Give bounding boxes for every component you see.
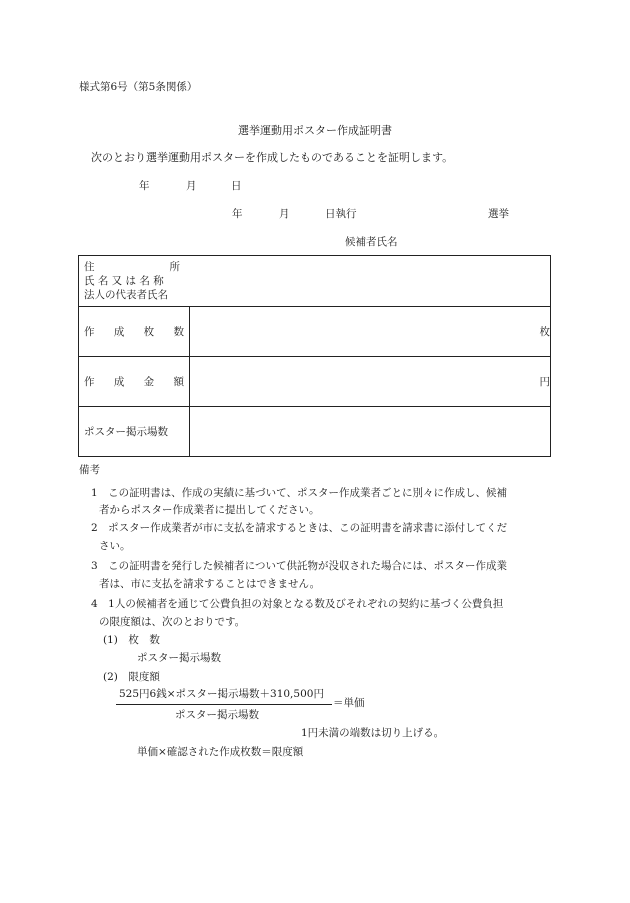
sub-item-2-label: (2) 限度額 [103, 671, 160, 683]
quantity-value-cell[interactable] [190, 307, 551, 357]
quantity-unit: 枚 [539, 326, 550, 338]
intro-text: 次のとおり選挙運動用ポスターを作成したものであることを証明します。 [91, 151, 454, 164]
date-year-label: 年 [139, 180, 150, 192]
name-label: 氏 名 又 は 名 称 [84, 275, 164, 287]
election-label: 選挙 [488, 208, 509, 220]
note-4-line-b: の限度額は、次のとおりです。 [99, 616, 246, 628]
address-label-b: 所 [169, 261, 180, 273]
amount-label-cell [79, 357, 190, 407]
poster-sites-row [79, 407, 551, 457]
quantity-label-char: 枚 [143, 326, 155, 338]
certificate-table [78, 255, 551, 457]
address-label-a: 住 [84, 261, 95, 273]
quantity-label-cell [79, 307, 190, 357]
candidate-name-label: 候補者氏名 [345, 236, 398, 248]
election-day-label: 日執行 [325, 208, 357, 220]
formula-numerator: 525円6銭×ポスター掲示場数＋310,500円 [119, 688, 324, 700]
sub-item-1-value: ポスター掲示場数 [137, 652, 221, 664]
poster-sites-label-cell [79, 407, 190, 457]
notes-heading: 備考 [79, 464, 100, 476]
poster-sites-value-cell[interactable] [190, 407, 551, 457]
sub-item-1-label: (1) 枚 数 [103, 634, 160, 646]
amount-label-char: 成 [113, 376, 125, 388]
amount-label-char: 額 [173, 376, 184, 388]
date-day-label: 日 [231, 180, 242, 192]
quantity-label-char: 数 [173, 326, 184, 338]
address-name-row [79, 256, 551, 307]
formula-denominator: ポスター掲示場数 [175, 709, 259, 721]
note-3-line-b: 者は、市に支払を請求することはできません。 [99, 578, 321, 590]
form-number: 様式第6号（第5条関係） [79, 81, 198, 93]
amount-row [79, 357, 551, 407]
formula-equals-unit-price: ＝単価 [333, 697, 365, 709]
quantity-row [79, 307, 551, 357]
representative-label: 法人の代表者氏名 [84, 289, 168, 301]
note-1-line-a: 1 この証明書は、作成の実績に基づいて、ポスター作成業者ごとに別々に作成し、候補 [91, 487, 507, 499]
note-4-line-a: 4 1人の候補者を通じて公費負担の対象となる数及びそれぞれの契約に基づく公費負担 [91, 598, 504, 610]
quantity-label-char: 成 [113, 326, 125, 338]
fraction-bar [116, 704, 332, 705]
address-name-cell[interactable] [79, 256, 551, 307]
election-month-label: 月 [279, 208, 290, 220]
poster-sites-label: ポスター掲示場数 [84, 426, 168, 438]
amount-label-char: 作 [84, 376, 95, 388]
quantity-label-char: 作 [84, 326, 95, 338]
amount-value-cell[interactable] [190, 357, 551, 407]
note-2-line-a: 2 ポスター作成業者が市に支払を請求するときは、この証明書を請求書に添付してくだ [91, 522, 508, 534]
note-3-line-a: 3 この証明書を発行した候補者について供託物が没収された場合には、ポスター作成業 [91, 560, 507, 572]
amount-unit: 円 [539, 376, 550, 388]
note-1-line-b: 者からポスター作成業者に提出してください。 [99, 504, 320, 516]
rounding-note: 1円未満の端数は切り上げる。 [301, 727, 445, 739]
note-2-line-b: さい。 [99, 540, 131, 552]
document-title: 選挙運動用ポスター作成証明書 [238, 124, 392, 137]
election-year-label: 年 [232, 208, 243, 220]
final-formula: 単価×確認された作成枚数＝限度額 [137, 746, 304, 758]
amount-label-char: 金 [143, 376, 155, 388]
date-month-label: 月 [186, 180, 197, 192]
